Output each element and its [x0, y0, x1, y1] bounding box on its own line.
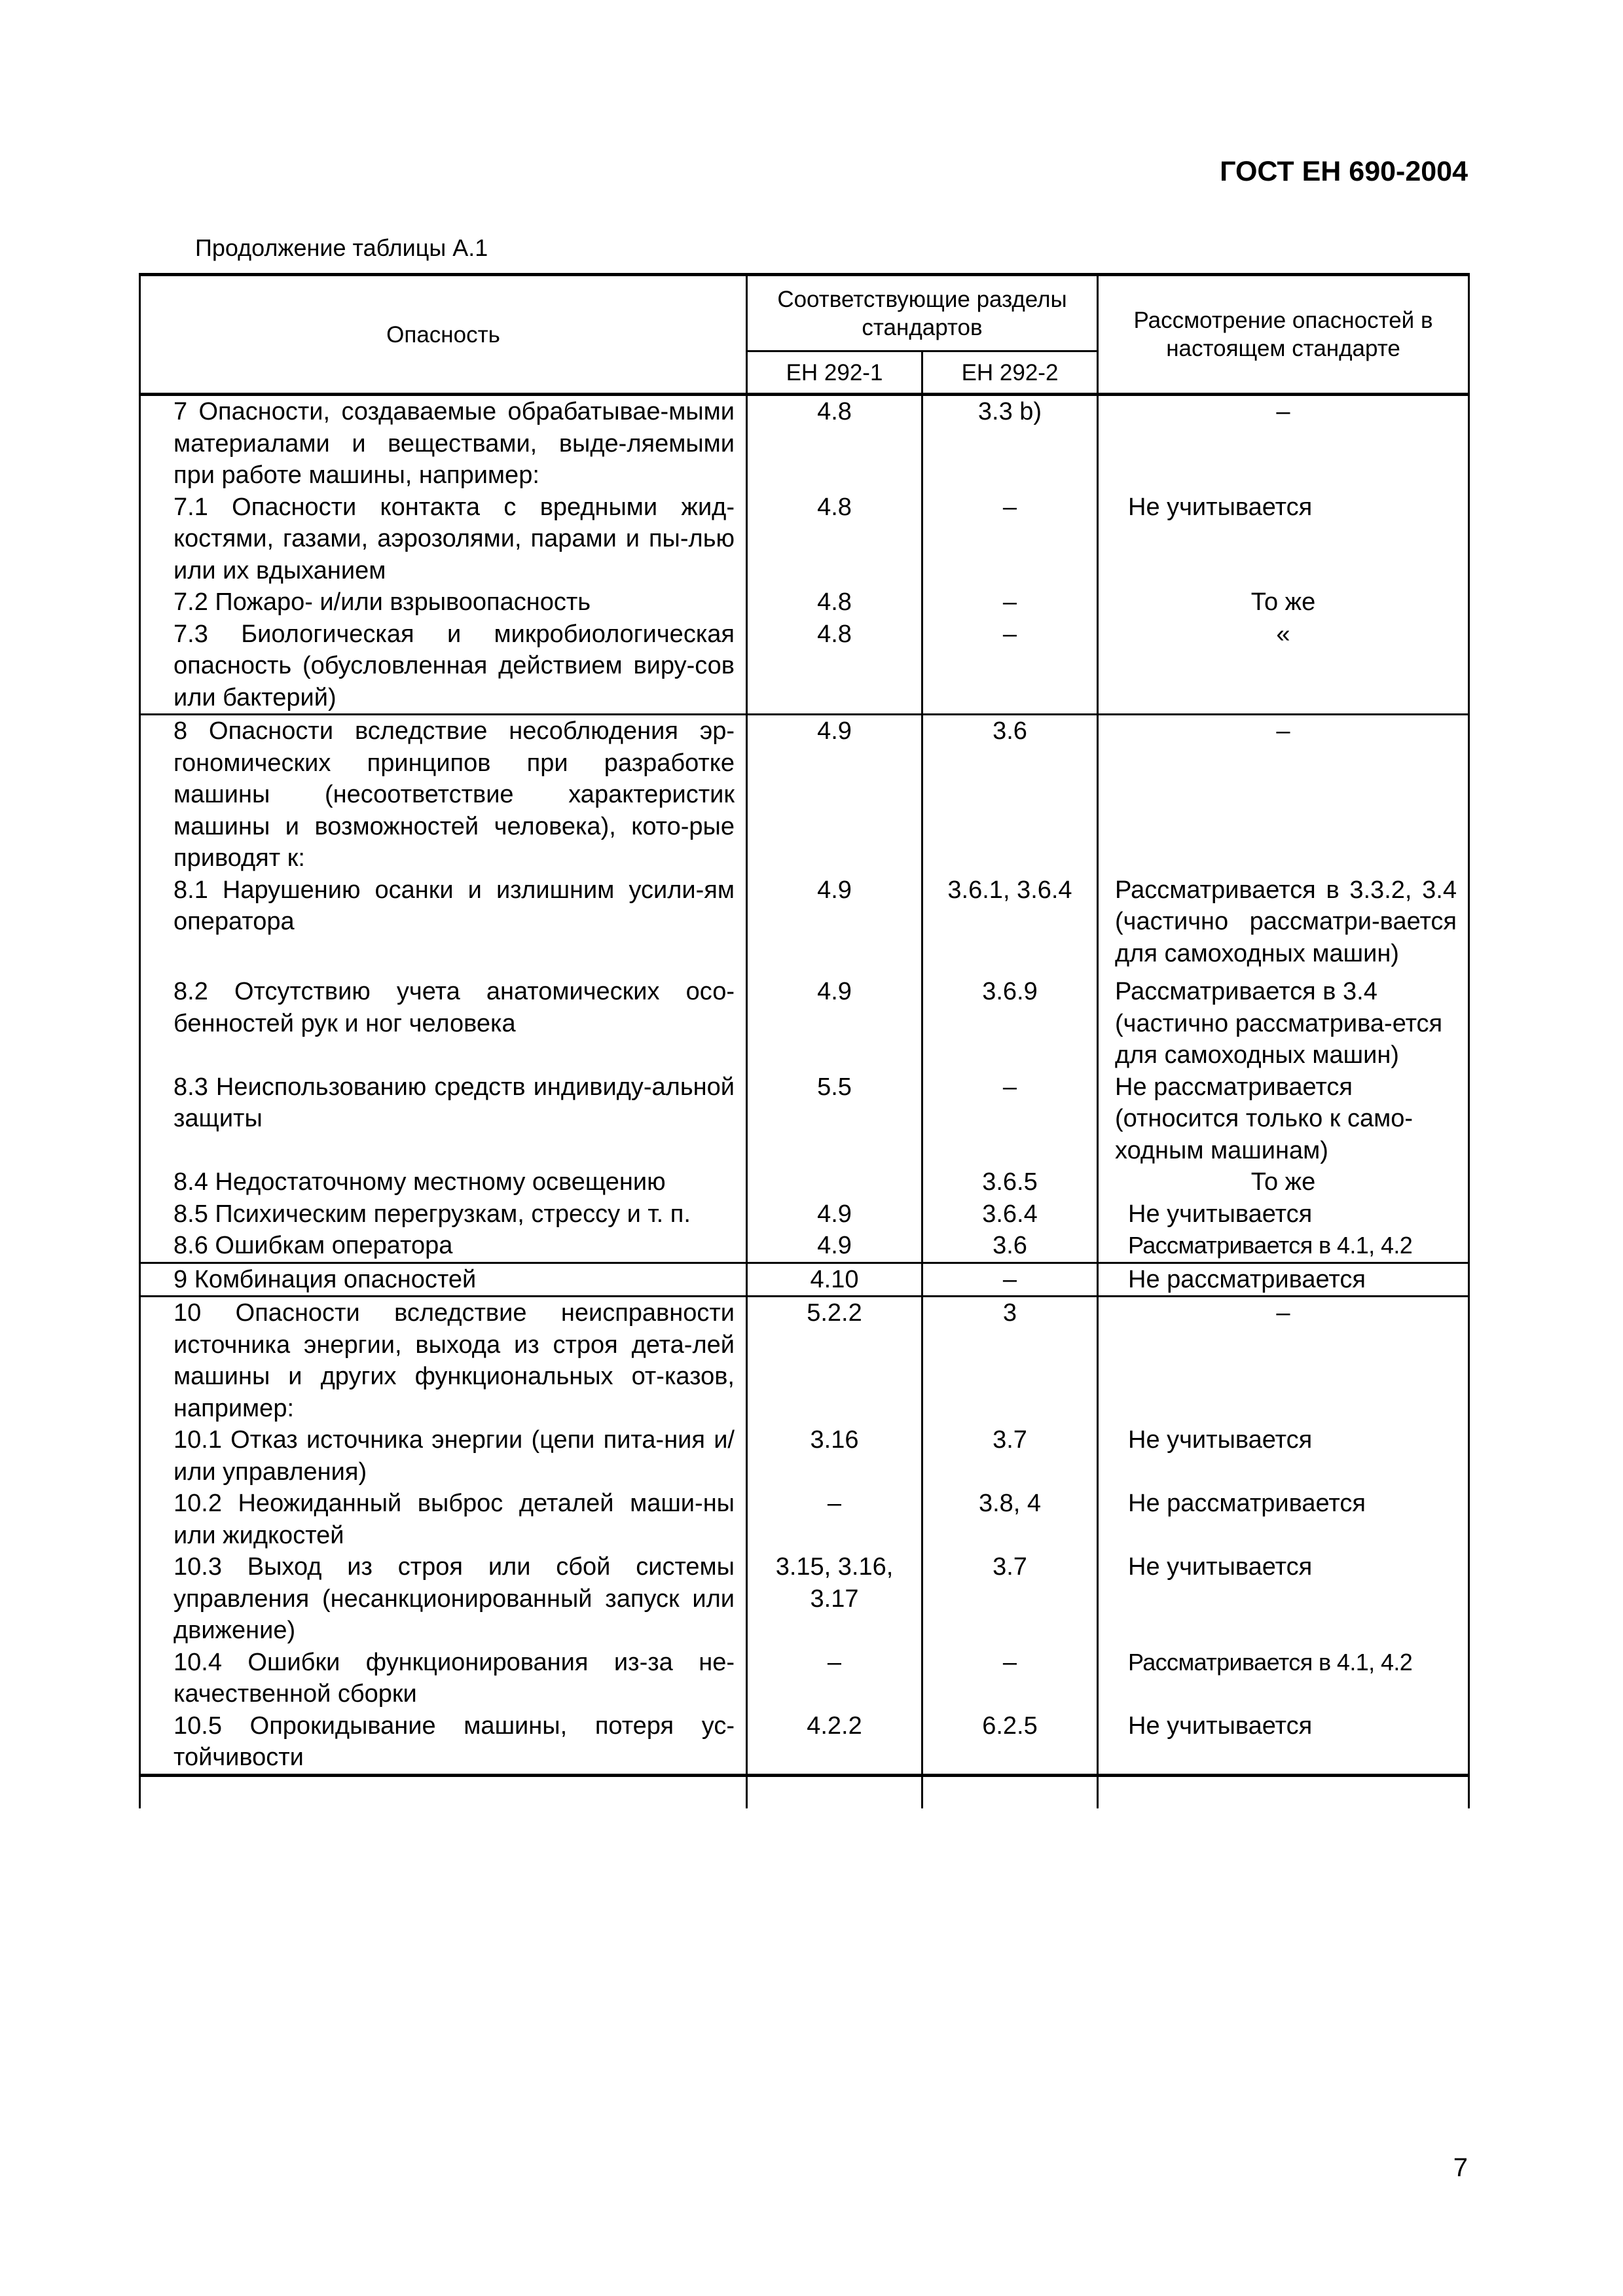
en1-cell: – [747, 1488, 922, 1551]
empty-cell [922, 1775, 1098, 1808]
hazard-cell: 8.1 Нарушению осанки и излишним усили-ям оператора [140, 874, 747, 970]
en2-cell: – [922, 492, 1098, 587]
table-row [140, 1551, 1469, 1647]
consideration-cell: Не учитывается [1098, 1198, 1469, 1230]
en2-cell: 3.3 b) [922, 395, 1098, 492]
hazard-cell: 8.3 Неиспользованию средств индивиду-альной защиты [140, 1071, 747, 1167]
table-row-empty [140, 1775, 1469, 1808]
en1-cell: 4.9 [747, 1198, 922, 1230]
hazard-cell: 10 Опасности вследствие неисправности источника энергии, выхода из строя дета-лей машины и других функциональных от-казов, например: [140, 1297, 747, 1425]
en1-cell: – [747, 1647, 922, 1710]
consideration-cell: Не рассматривается (относится только к само-ходным машинам) [1098, 1071, 1469, 1167]
en1-cell: 4.9 [747, 969, 922, 1071]
consideration-cell: – [1098, 395, 1469, 492]
table-row [140, 1424, 1469, 1488]
header-consideration: Рассмотрение опасностей в настоящем стандарте [1098, 275, 1469, 395]
en2-cell: 3.6.5 [922, 1166, 1098, 1198]
hazard-cell: 8.4 Недостаточному местному освещению [140, 1166, 747, 1198]
hazard-cell: 8.5 Психическим перегрузкам, стрессу и т. п. [140, 1198, 747, 1230]
consideration-cell: Не учитывается [1098, 1551, 1469, 1647]
hazard-cell: 7 Опасности, создаваемые обрабатывае-мыми материалами и веществами, выде-ляемыми при работе машины, например: [140, 395, 747, 492]
hazard-cell: 10.2 Неожиданный выброс деталей маши-ны или жидкостей [140, 1488, 747, 1551]
en1-cell: 4.8 [747, 492, 922, 587]
hazard-cell: 7.3 Биологическая и микробиологическая опасность (обусловленная действием виру-сов или бактерий) [140, 619, 747, 715]
en2-cell: 3 [922, 1297, 1098, 1425]
hazard-cell: 8 Опасности вследствие несоблюдения эр-гономических принципов при разработке машины (несоответствие характеристик машины и возможностей человека), кото-рые приводят к: [140, 715, 747, 874]
hazard-cell: 7.2 Пожаро- и/или взрывоопасность [140, 586, 747, 619]
table-row [140, 715, 1469, 874]
header-hazard: Опасность [140, 275, 747, 395]
en1-cell: 5.2.2 [747, 1297, 922, 1425]
hazard-cell: 10.5 Опрокидывание машины, потеря ус-тойчивости [140, 1710, 747, 1776]
consideration-cell: Не учитывается [1098, 492, 1469, 587]
hazard-cell: 8.6 Ошибкам оператора [140, 1230, 747, 1263]
table-row [140, 1198, 1469, 1230]
en1-cell: 4.8 [747, 395, 922, 492]
en2-cell: – [922, 1647, 1098, 1710]
en1-cell: 4.8 [747, 619, 922, 715]
en2-cell: 3.6.9 [922, 969, 1098, 1071]
table-row [140, 969, 1469, 1071]
en2-cell: – [922, 619, 1098, 715]
table-row [140, 1710, 1469, 1776]
consideration-cell: Рассматривается в 4.1, 4.2 [1098, 1230, 1469, 1263]
en2-cell: 3.6 [922, 1230, 1098, 1263]
en2-cell: 6.2.5 [922, 1710, 1098, 1776]
en1-cell: 4.2.2 [747, 1710, 922, 1776]
table-row [140, 1230, 1469, 1263]
table-row [140, 874, 1469, 970]
en2-cell: 3.6 [922, 715, 1098, 874]
hazard-cell: 8.2 Отсутствию учета анатомических осо-бенностей рук и ног человека [140, 969, 747, 1071]
empty-cell [747, 1775, 922, 1808]
consideration-cell: « [1098, 619, 1469, 715]
en1-cell: 4.9 [747, 715, 922, 874]
en2-cell: 3.6.4 [922, 1198, 1098, 1230]
hazard-cell: 7.1 Опасности контакта с вредными жид-костями, газами, аэрозолями, парами и пы-лью или их вдыханием [140, 492, 747, 587]
consideration-cell: То же [1098, 586, 1469, 619]
consideration-cell: Рассматривается в 4.1, 4.2 [1098, 1647, 1469, 1710]
consideration-cell: Не рассматривается [1098, 1263, 1469, 1297]
table-row [140, 619, 1469, 715]
header-en-292-1: ЕН 292-1 [747, 351, 922, 395]
header-en-292-2: ЕН 292-2 [922, 351, 1098, 395]
consideration-cell: Рассматривается в 3.3.2, 3.4 (частично рассматри-вается для самоходных машин) [1098, 874, 1469, 970]
hazard-cell: 10.3 Выход из строя или сбой системы управления (несанкционированный запуск или движение) [140, 1551, 747, 1647]
en1-cell: 5.5 [747, 1071, 922, 1167]
table-row [140, 492, 1469, 587]
hazard-cell: 10.4 Ошибки функционирования из-за не-качественной сборки [140, 1647, 747, 1710]
en1-cell: 4.10 [747, 1263, 922, 1297]
en1-cell: 3.16 [747, 1424, 922, 1488]
table-continuation-caption: Продолжение таблицы А.1 [195, 234, 488, 261]
en1-cell [747, 1166, 922, 1198]
consideration-cell: Рассматривается в 3.4 (частично рассматрива-ется для самоходных машин) [1098, 969, 1469, 1071]
en2-cell: 3.6.1, 3.6.4 [922, 874, 1098, 970]
hazard-cell: 9 Комбинация опасностей [140, 1263, 747, 1297]
table-row [140, 1071, 1469, 1167]
en1-cell: 4.9 [747, 1230, 922, 1263]
table-row [140, 586, 1469, 619]
hazard-table-container [139, 273, 1468, 1808]
consideration-cell: Не учитывается [1098, 1424, 1469, 1488]
document-code: ГОСТ ЕН 690-2004 [1220, 156, 1468, 187]
table-row [140, 1166, 1469, 1198]
table-row [140, 1647, 1469, 1710]
en2-cell: – [922, 1263, 1098, 1297]
consideration-cell: То же [1098, 1166, 1469, 1198]
en1-cell: 3.15, 3.16, 3.17 [747, 1551, 922, 1647]
en2-cell: – [922, 586, 1098, 619]
header-standards-sections: Соответствующие разделы стандартов [747, 275, 1098, 351]
table-row [140, 1297, 1469, 1425]
en2-cell: 3.8, 4 [922, 1488, 1098, 1551]
empty-cell [1098, 1775, 1469, 1808]
hazard-cell: 10.1 Отказ источника энергии (цепи пита-ния и/или управления) [140, 1424, 747, 1488]
consideration-cell: – [1098, 1297, 1469, 1425]
consideration-cell: Не учитывается [1098, 1710, 1469, 1776]
page-number: 7 [1453, 2153, 1468, 2182]
hazard-table [139, 273, 1470, 1808]
en2-cell: – [922, 1071, 1098, 1167]
empty-cell [140, 1775, 747, 1808]
table-row [140, 1488, 1469, 1551]
consideration-cell: – [1098, 715, 1469, 874]
en1-cell: 4.8 [747, 586, 922, 619]
table-row [140, 395, 1469, 492]
en1-cell: 4.9 [747, 874, 922, 970]
consideration-cell: Не рассматривается [1098, 1488, 1469, 1551]
table-row [140, 1263, 1469, 1297]
en2-cell: 3.7 [922, 1551, 1098, 1647]
en2-cell: 3.7 [922, 1424, 1098, 1488]
